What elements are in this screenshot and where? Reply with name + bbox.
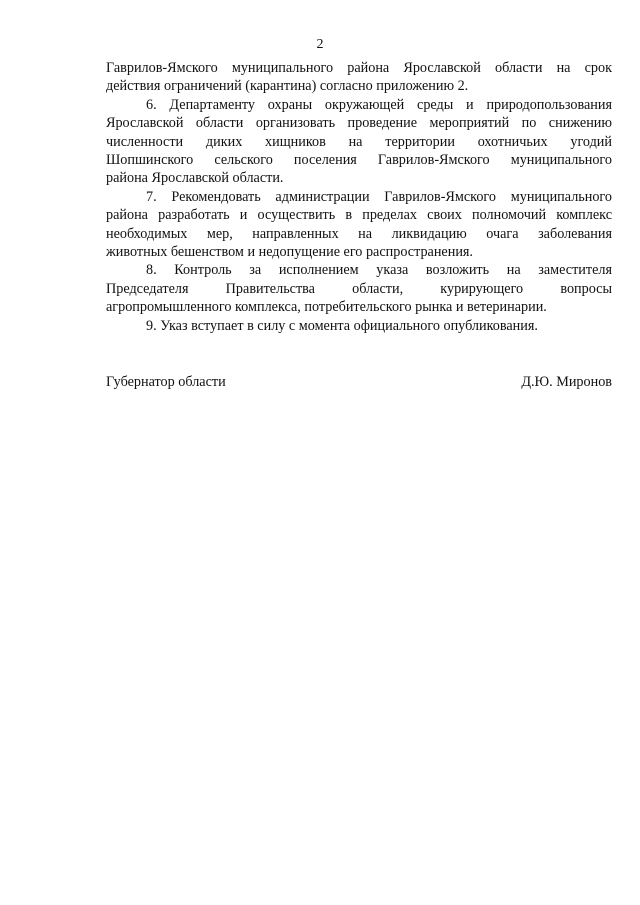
text-line: 6. Департаменту охраны окружающей среды и природопользования: [146, 96, 612, 113]
paragraph-item-8: [106, 261, 612, 316]
paragraph-item-6: [106, 96, 612, 188]
signature-block: [106, 373, 612, 391]
paragraph-item-7: [106, 188, 612, 262]
text-line: численности диких хищников на территории охотничьих угодий: [106, 133, 612, 150]
text-line: района Ярославской области.: [106, 170, 284, 187]
text-line: животных бешенством и недопущение его распространения.: [106, 244, 473, 261]
signatory-position: Губернатор области: [106, 374, 226, 390]
page-number: 2: [316, 37, 324, 52]
text-line: действия ограничений (карантина) согласно приложению 2.: [106, 78, 469, 95]
text-line: 7. Рекомендовать администрации Гаврилов-Ямского муниципального: [146, 188, 612, 205]
text-line: района разработать и осуществить в пределах своих полномочий комплекс: [106, 207, 612, 224]
text-line: Ярославской области организовать проведение мероприятий по снижению: [106, 115, 612, 132]
text-line: 9. Указ вступает в силу с момента официального опубликования.: [146, 317, 538, 334]
text-line: 8. Контроль за исполнением указа возложить на заместителя: [146, 262, 612, 279]
text-line: необходимых мер, направленных на ликвидацию очага заболевания: [106, 225, 612, 242]
text-line: Шопшинского сельского поселения Гаврилов-Ямского муниципального: [106, 152, 612, 169]
signatory-name: Д.Ю. Миронов: [521, 374, 612, 390]
paragraph-item-9: [106, 317, 612, 335]
document-body: [106, 59, 612, 335]
text-line: Гаврилов-Ямского муниципального района Ярославской области на срок: [106, 60, 612, 76]
text-line: Председателя Правительства области, курирующего вопросы: [106, 280, 612, 297]
paragraph-continuation: [106, 59, 612, 96]
text-line: агропромышленного комплекса, потребительского рынка и ветеринарии.: [106, 299, 547, 316]
